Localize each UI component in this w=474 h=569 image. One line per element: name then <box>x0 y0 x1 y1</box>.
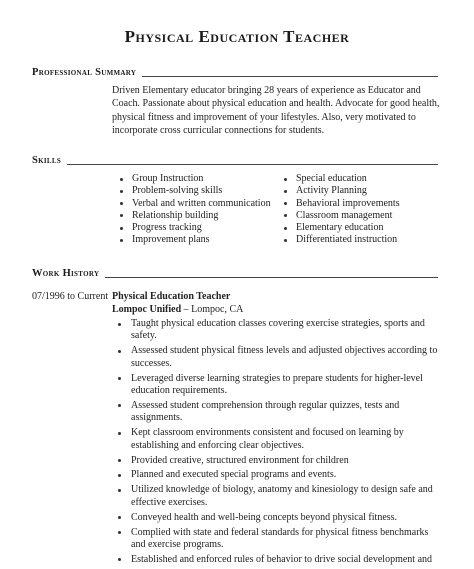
employer-name: Lompoc Unified <box>112 304 182 315</box>
skill-item: Group Instruction <box>116 173 271 185</box>
section-label: Skills <box>32 155 62 166</box>
duty-item: Complied with state and federal standards for physical fitness benchmarks and exercise programs. <box>112 527 442 552</box>
duty-item: Conveyed health and well-being concepts beyond physical fitness. <box>112 512 442 524</box>
skill-item: Progress tracking <box>116 222 271 234</box>
duty-item: Assessed student physical fitness levels and adjusted objectives according to successes. <box>112 345 442 370</box>
skill-item: Improvement plans <box>116 234 271 246</box>
resume-title: Physical Education Teacher <box>124 27 350 46</box>
duty-item: Assessed student comprehension through regular quizzes, tests and assignments. <box>112 400 442 425</box>
skill-item: Activity Planning <box>280 185 400 197</box>
job-dates: 07/1996 to Current <box>32 291 109 302</box>
section-label: Professional Summary <box>32 67 137 78</box>
skills-list-left <box>116 173 271 247</box>
skill-item: Verbal and written communication <box>116 198 271 210</box>
skills-heading <box>32 153 438 167</box>
section-divider <box>142 76 438 77</box>
work-history-heading <box>32 266 438 280</box>
section-divider <box>105 277 438 278</box>
skill-item: Relationship building <box>116 210 271 222</box>
skill-item: Special education <box>280 173 400 185</box>
duty-item: Leveraged diverse learning strategies to prepare students for higher-level education requirements. <box>112 373 442 398</box>
section-label: Work History <box>32 268 100 279</box>
duty-item: Kept classroom environments consistent and focused on learning by establishing and enforcing clear objectives. <box>112 427 442 452</box>
summary-text: Driven Elementary educator bringing 28 years of experience as Educator and Coach. Passionate about physical education and health. Advocate for good health, physical fitness and improvement of your lifestyles. Also, very motivated to incorporate cross curricular connections for students. <box>112 85 440 137</box>
duty-item: Utilized knowledge of biology, anatomy and kinesiology to design safe and effective exercises. <box>112 484 442 509</box>
skill-item: Differentiated instruction <box>280 234 400 246</box>
job-title: Physical Education Teacher <box>112 291 231 302</box>
duty-item: Provided creative, structured environment for children <box>112 455 442 467</box>
employer-line <box>112 304 243 316</box>
employer-separator: – <box>181 304 192 315</box>
duty-item: Taught physical education classes covering exercise strategies, sports and safety. <box>112 318 442 343</box>
skill-item: Classroom management <box>280 210 400 222</box>
skills-list-right <box>280 173 400 247</box>
skill-item: Problem-solving skills <box>116 185 271 197</box>
job-duties-list <box>112 318 442 569</box>
professional-summary-heading <box>32 65 438 79</box>
job-location: Lompoc, CA <box>191 304 244 315</box>
skill-item: Elementary education <box>280 222 400 234</box>
duty-item: Established and enforced rules of behavior to drive social development and <box>112 554 442 566</box>
section-divider <box>67 164 438 165</box>
duty-item: Planned and executed special programs and events. <box>112 469 442 481</box>
skill-item: Behavioral improvements <box>280 198 400 210</box>
